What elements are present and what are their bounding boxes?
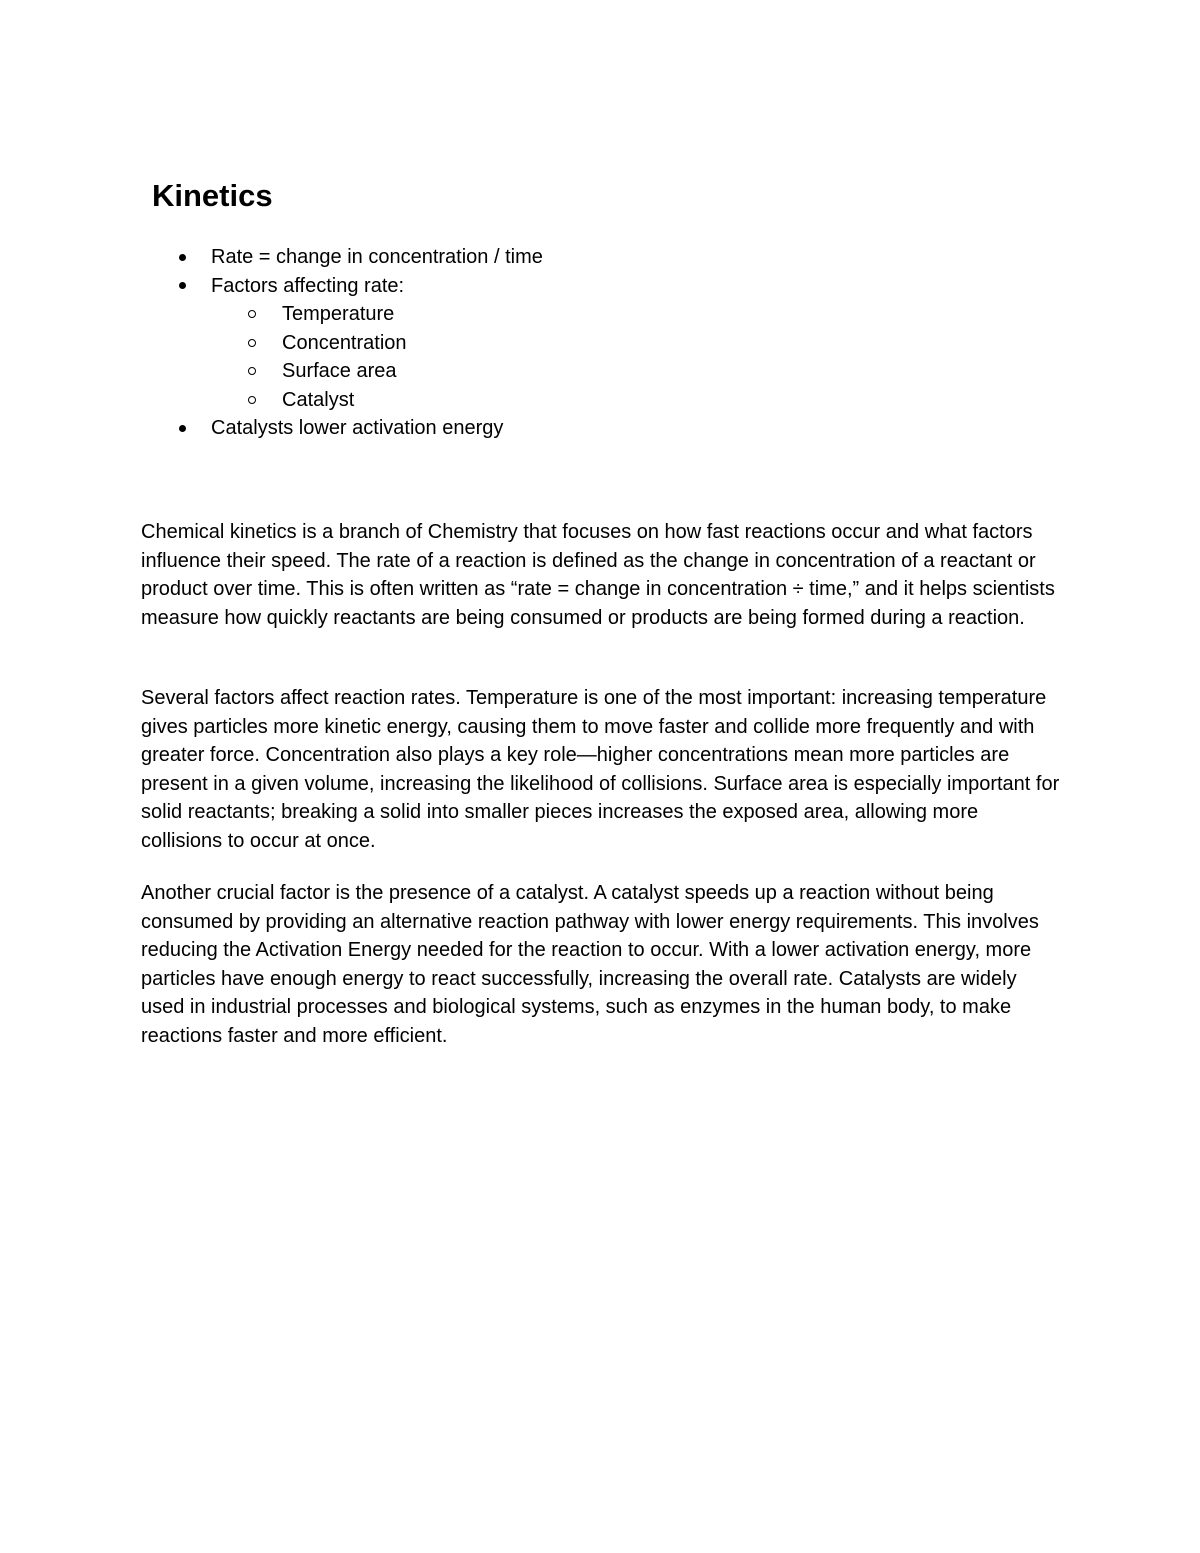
bullet-circle-icon <box>248 396 256 404</box>
paragraph-factors: Several factors affect reaction rates. Temperature is one of the most important: increasing temperature gives particles more kinetic energy, causing them to move faster and collide more frequently and with greater force. Concentration also plays a key role—higher concentrations mean more particles are present in a given volume, increasing the likelihood of collisions. Surface area is especially important for solid reactants; breaking a solid into smaller pieces increases the exposed area, allowing more collisions to occur at once. <box>141 687 1060 852</box>
bullet-disc-icon <box>179 425 186 432</box>
list-item-text: Rate = change in concentration / time <box>211 246 543 268</box>
paragraph-intro: Chemical kinetics is a branch of Chemistry that focuses on how fast reactions occur and what factors influence their speed. The rate of a reaction is defined as the change in concentration of a reactant or product over time. This is often written as “rate = change in concentration ÷ time,” and it helps scientists measure how quickly reactants are being consumed or products are being formed during a reaction. <box>141 521 1055 629</box>
sub-list-item-text: Surface area <box>282 360 397 382</box>
bullet-circle-icon <box>248 339 256 347</box>
bullet-circle-icon <box>248 310 256 318</box>
page-title: Kinetics <box>152 178 273 213</box>
sub-list-item-text: Concentration <box>282 331 407 354</box>
sub-list-item <box>0 329 1200 358</box>
bullet-disc-icon <box>179 254 186 261</box>
sub-list-item-text: Catalyst <box>282 388 355 411</box>
list-item <box>0 272 1200 301</box>
list-item <box>0 414 1200 443</box>
sub-list-item <box>0 300 1200 329</box>
bullet-list <box>0 243 1200 443</box>
list-item-text: Catalysts lower activation energy <box>211 417 504 439</box>
paragraph-catalyst: Another crucial factor is the presence of a catalyst. A catalyst speeds up a reaction without being consumed by providing an alternative reaction pathway with lower energy requirements. This involves reducing the Activation Energy needed for the reaction to occur. With a lower activation energy, more particles have enough energy to react successfully, increasing the overall rate. Catalysts are widely used in industrial processes and biological systems, such as enzymes in the human body, to make reactions faster and more efficient. <box>141 882 1039 1047</box>
list-item-text: Factors affecting rate: <box>211 274 405 297</box>
sub-list-item <box>0 386 1200 415</box>
sub-list-item <box>0 357 1200 386</box>
bullet-circle-icon <box>248 367 256 375</box>
bullet-disc-icon <box>179 282 186 289</box>
list-item <box>0 243 1200 272</box>
sub-list-item-text: Temperature <box>282 303 395 325</box>
